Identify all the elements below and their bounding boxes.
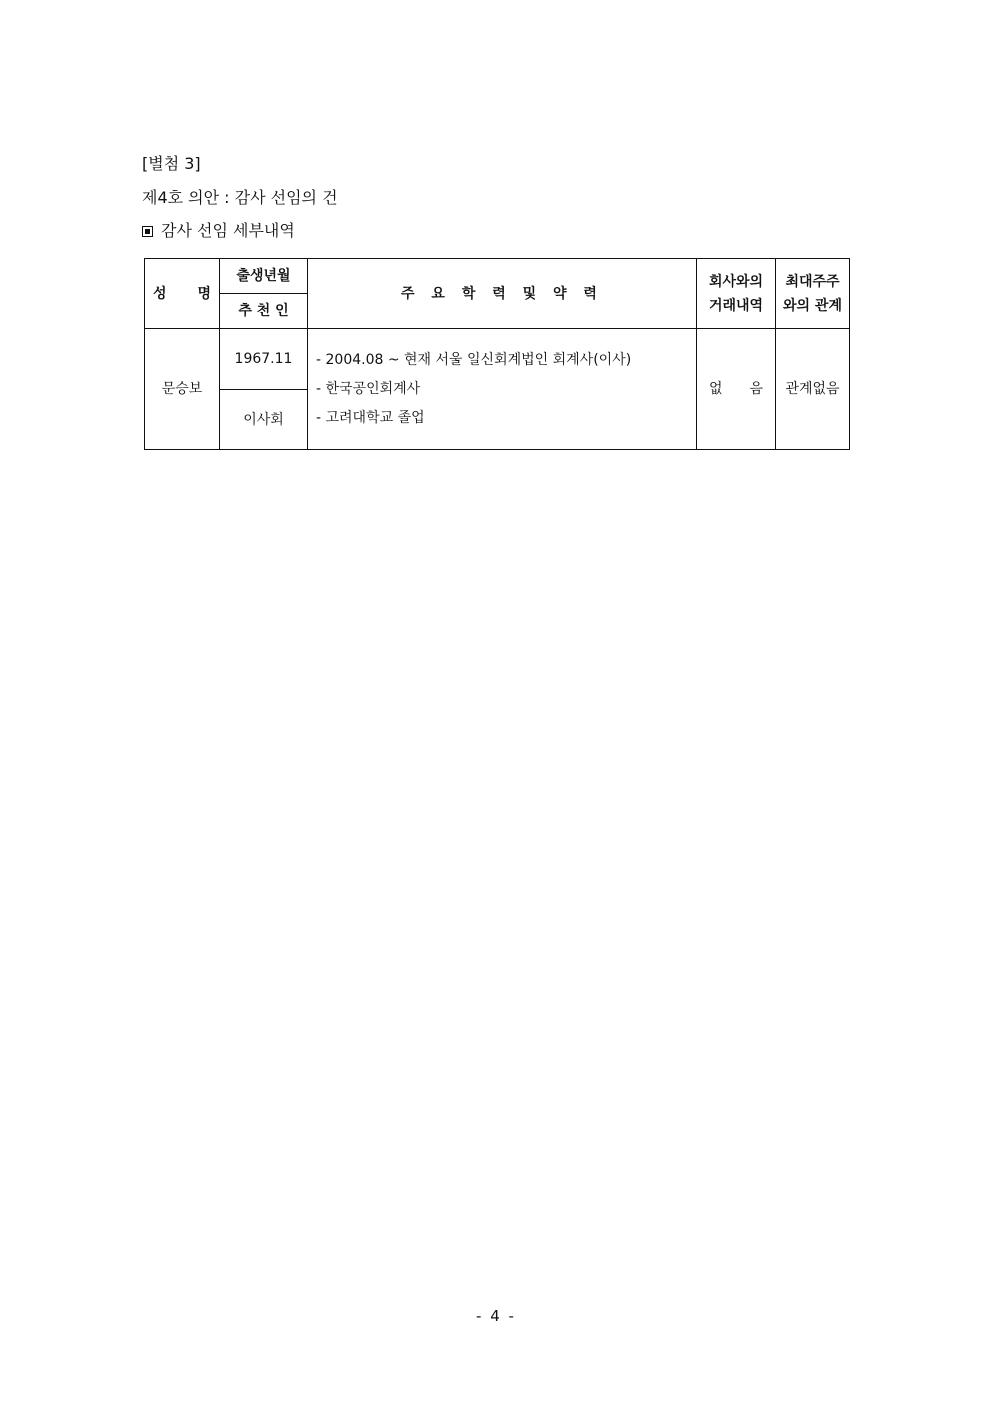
attachment-label: [별첨 3] [142, 154, 201, 173]
recommender-header: 추 천 인 [220, 294, 308, 329]
candidate-birth: 1967.11 [220, 329, 308, 390]
shareholder-relation-header-line1: 최대주주 [785, 273, 840, 290]
name-header [145, 259, 220, 329]
transaction-left: 없 [709, 381, 723, 397]
shareholder-relation-header-line2: 와의 관계 [783, 297, 842, 314]
shareholder-relation-header [776, 259, 850, 329]
auditor-detail-table [144, 258, 850, 450]
career-line: - 한국공인회계사 [316, 380, 421, 397]
name-header-right: 명 [197, 285, 211, 302]
candidate-career [308, 329, 697, 450]
candidate-shareholder-relation: 관계없음 [776, 329, 850, 450]
company-relation-header-line2: 거래내역 [708, 297, 764, 314]
agenda-title: 제4호 의안 : 감사 선임의 건 [142, 188, 338, 207]
table-row [145, 329, 850, 390]
section-title-line [142, 221, 295, 241]
transaction-right: 음 [749, 381, 763, 397]
section-title: 감사 선임 세부내역 [161, 221, 295, 240]
candidate-recommender: 이사회 [220, 390, 308, 450]
company-relation-header-line1: 회사와의 [708, 273, 764, 290]
filled-square-icon [142, 226, 153, 237]
candidate-transaction [697, 329, 776, 450]
career-line: - 고려대학교 졸업 [316, 409, 425, 426]
career-header: 주 요 학 력 및 약 력 [308, 259, 697, 329]
career-line: - 2004.08 ~ 현재 서울 일신회계법인 회계사(이사) [316, 351, 632, 368]
company-relation-header [697, 259, 776, 329]
candidate-name: 문승보 [145, 329, 220, 450]
name-header-left: 성 [153, 285, 167, 302]
birth-header: 출생년월 [220, 259, 308, 294]
page-number: - 4 - [476, 1307, 516, 1325]
